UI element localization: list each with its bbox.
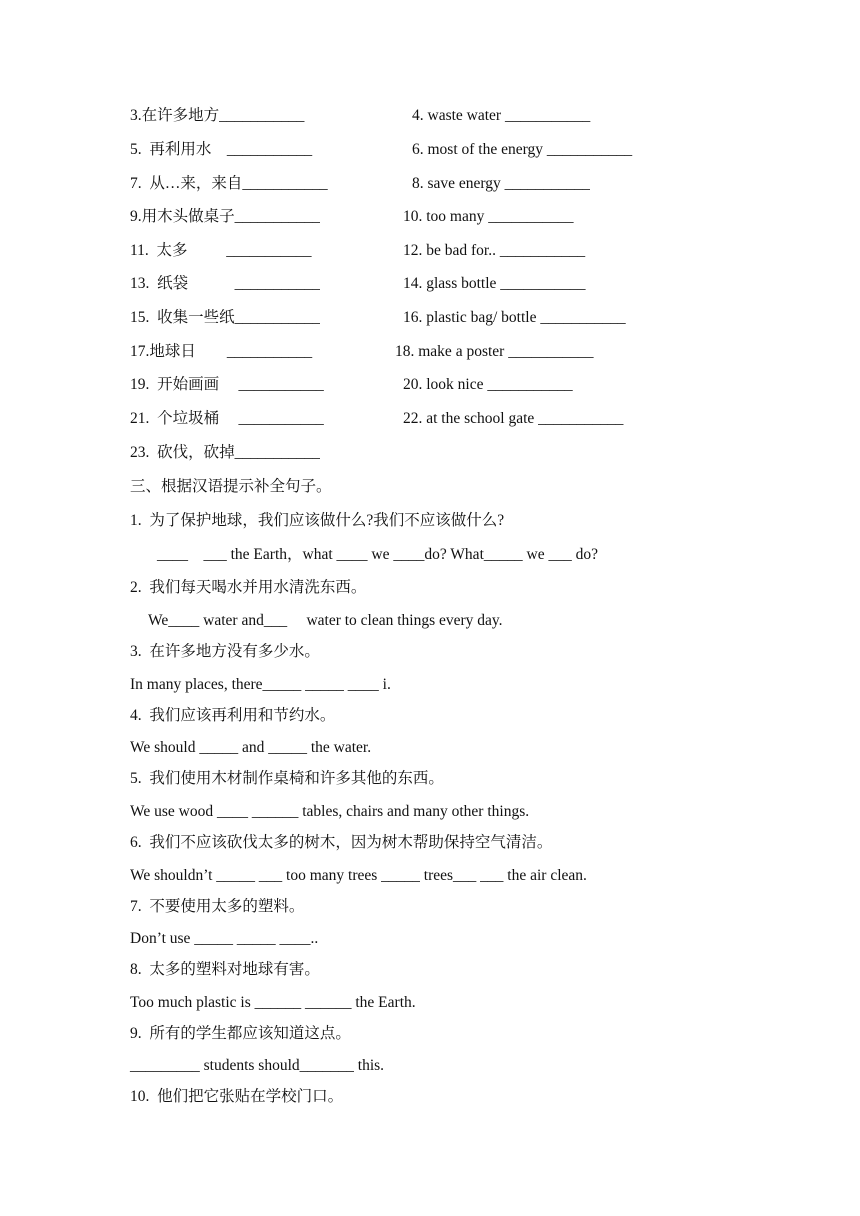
vocab-item-8: 8. save energy ___________ bbox=[412, 175, 590, 192]
vocab-item-17: 17.地球日 ___________ bbox=[130, 343, 313, 360]
sentence-7-en: Don’t use _____ _____ ____.. bbox=[130, 930, 319, 947]
vocab-item-9: 9.用木头做桌子___________ bbox=[130, 208, 320, 225]
sentence-7-cn: 7. 不要使用太多的塑料。 bbox=[130, 898, 305, 915]
sentence-3-en: In many places, there_____ _____ ____ i. bbox=[130, 676, 391, 693]
vocab-item-20: 20. look nice ___________ bbox=[403, 376, 573, 393]
sentence-9-en: _________ students should_______ this. bbox=[130, 1057, 385, 1074]
sentence-6-en: We shouldn’t _____ ___ too many trees _____ trees___ ___ the air clean. bbox=[130, 867, 587, 884]
vocab-item-7: 7. 从…来，来自___________ bbox=[130, 175, 328, 192]
sentence-8-cn: 8. 太多的塑料对地球有害。 bbox=[130, 961, 320, 978]
vocab-item-14: 14. glass bottle ___________ bbox=[403, 275, 586, 292]
sentence-2-en: We____ water and___ water to clean things every day. bbox=[148, 612, 503, 629]
sentence-1-cn: 1. 为了保护地球，我们应该做什么?我们不应该做什么? bbox=[130, 512, 505, 529]
sentence-5-en: We use wood ____ ______ tables, chairs and many other things. bbox=[130, 803, 530, 820]
vocab-item-10: 10. too many ___________ bbox=[403, 208, 574, 225]
vocab-item-19: 19. 开始画画 ___________ bbox=[130, 376, 324, 393]
sentence-4-cn: 4. 我们应该再利用和节约水。 bbox=[130, 707, 336, 724]
sentence-4-en: We should _____ and _____ the water. bbox=[130, 739, 372, 756]
vocab-item-11: 11. 太多 ___________ bbox=[130, 242, 312, 259]
section-title: 三、根据汉语提示补全句子。 bbox=[130, 478, 332, 495]
vocab-item-5: 5. 再利用水 ___________ bbox=[130, 141, 313, 158]
sentence-2-cn: 2. 我们每天喝水并用水清洗东西。 bbox=[130, 579, 367, 596]
sentence-5-cn: 5. 我们使用木材制作桌椅和许多其他的东西。 bbox=[130, 770, 444, 787]
vocab-item-16: 16. plastic bag/ bottle ___________ bbox=[403, 309, 626, 326]
vocab-item-22: 22. at the school gate ___________ bbox=[403, 410, 624, 427]
vocab-item-23: 23. 砍伐，砍掉___________ bbox=[130, 444, 320, 461]
vocab-item-15: 15. 收集一些纸___________ bbox=[130, 309, 320, 326]
sentence-1-en: ____ ___ the Earth，what ____ we ____do? What_____ we ___ do? bbox=[157, 546, 598, 563]
vocab-item-21: 21. 个垃圾桶 ___________ bbox=[130, 410, 324, 427]
vocab-item-6: 6. most of the energy ___________ bbox=[412, 141, 633, 158]
vocab-item-3: 3.在许多地方___________ bbox=[130, 107, 305, 124]
vocab-item-13: 13. 纸袋 ___________ bbox=[130, 275, 320, 292]
sentence-6-cn: 6. 我们不应该砍伐太多的树木，因为树木帮助保持空气清洁。 bbox=[130, 834, 553, 851]
sentence-10-cn: 10. 他们把它张贴在学校门口。 bbox=[130, 1088, 344, 1105]
sentence-8-en: Too much plastic is ______ ______ the Earth. bbox=[130, 994, 416, 1011]
sentence-3-cn: 3. 在许多地方没有多少水。 bbox=[130, 643, 320, 660]
vocab-item-12: 12. be bad for.. ___________ bbox=[403, 242, 586, 259]
vocab-item-4: 4. waste water ___________ bbox=[412, 107, 591, 124]
vocab-item-18: 18. make a poster ___________ bbox=[395, 343, 594, 360]
sentence-9-cn: 9. 所有的学生都应该知道这点。 bbox=[130, 1025, 351, 1042]
